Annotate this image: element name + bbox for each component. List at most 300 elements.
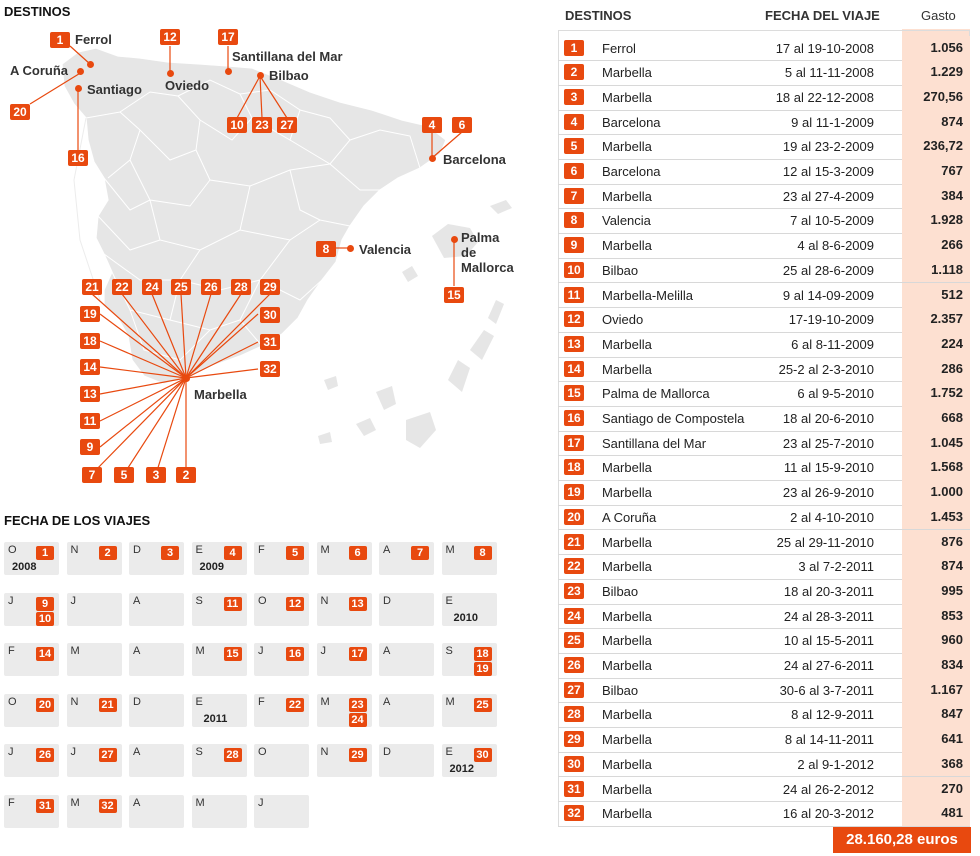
calendar-cell (67, 593, 122, 626)
calendar-badge: 18 (474, 647, 492, 661)
pin-santiago (75, 85, 82, 92)
row-expense: 1.118 (902, 258, 970, 283)
pin-marbella (183, 375, 190, 382)
map-badge: 6 (452, 117, 472, 133)
row-destination: Marbella (602, 658, 652, 673)
calendar-cell (442, 542, 497, 575)
map-badge: 5 (114, 467, 134, 483)
row-date: 24 al 26-2-2012 (782, 781, 874, 797)
row-destination: Marbella (602, 361, 652, 377)
table-row (558, 307, 970, 333)
row-expense: 368 (902, 752, 970, 777)
calendar-badge: 21 (99, 698, 117, 712)
month-letter: J (8, 746, 14, 758)
label-bilbao: Bilbao (269, 68, 309, 83)
month-letter: A (133, 645, 141, 657)
table-row (558, 159, 970, 185)
header-fecha: FECHA DEL VIAJE (765, 8, 880, 23)
month-letter: O (8, 695, 17, 708)
header-gasto: Gasto (921, 8, 956, 23)
month-letter: A (383, 544, 391, 556)
calendar-cell (67, 795, 122, 828)
calendar-badge: 19 (474, 662, 492, 676)
pin-oviedo (167, 70, 174, 77)
row-destination: Marbella (602, 188, 652, 204)
calendar-badge: 12 (286, 597, 304, 611)
calendar-badge: 3 (161, 546, 179, 560)
label-palma-3: Mallorca (461, 260, 514, 275)
table-row (558, 406, 970, 432)
calendar-cell (254, 542, 309, 575)
calendar-title: FECHA DE LOS VIAJES (4, 513, 151, 528)
calendar-cell (192, 593, 247, 626)
canary-islands (318, 300, 504, 448)
row-destination: Marbella (602, 238, 652, 254)
map-badge: 32 (260, 361, 280, 377)
row-expense: 1.568 (902, 455, 970, 480)
row-destination: Marbella (602, 534, 652, 550)
calendar-cell (317, 593, 372, 626)
calendar-badge: 4 (224, 546, 242, 560)
month-letter: F (258, 695, 265, 708)
map-badge: 22 (112, 279, 132, 295)
row-date: 6 al 8-11-2009 (791, 336, 874, 352)
row-expense: 874 (902, 110, 970, 135)
row-date: 24 al 28-3-2011 (783, 608, 874, 624)
month-letter: E (445, 746, 453, 758)
row-destination: A Coruña (602, 509, 657, 525)
row-expense: 767 (902, 159, 970, 184)
month-letter: J (70, 594, 76, 607)
row-number-badge: 21 (564, 534, 584, 550)
table-row (558, 134, 970, 160)
calendar-cell (4, 542, 59, 575)
peninsula-shape (62, 48, 446, 384)
row-destination: Barcelona (602, 164, 661, 179)
label-palma-2: de (461, 245, 477, 260)
row-number-badge: 15 (564, 385, 584, 401)
row-date: 23 al 27-4-2009 (782, 188, 874, 204)
calendar-cell (4, 643, 59, 676)
row-date: 2 al 9-1-2012 (797, 756, 874, 772)
label-marbella: Marbella (194, 387, 247, 402)
row-expense: 512 (902, 283, 970, 308)
row-date: 25 al 28-6-2009 (782, 262, 874, 278)
row-date: 8 al 14-11-2011 (784, 732, 874, 748)
table-row (558, 801, 970, 827)
map-badge: 18 (80, 333, 100, 349)
map-badge: 26 (201, 279, 221, 295)
calendar-badge: 17 (349, 647, 367, 661)
row-date: 23 al 26-9-2010 (782, 485, 874, 501)
row-date: 16 al 20-3-2012 (782, 806, 874, 822)
calendar-cell (192, 744, 247, 777)
pin-coruna (77, 68, 84, 75)
calendar-cell (254, 593, 309, 626)
map-badge: 27 (277, 117, 297, 133)
month-letter: N (320, 594, 329, 607)
calendar-cell (442, 643, 497, 676)
row-date: 25-2 al 2-3-2010 (778, 361, 874, 377)
month-letter: M (445, 695, 455, 708)
label-santiago: Santiago (87, 82, 142, 97)
row-expense: 834 (902, 653, 970, 678)
table-row (558, 60, 970, 86)
calendar-cell (254, 694, 309, 727)
row-date: 8 al 12-9-2011 (791, 707, 874, 723)
row-date: 4 al 8-6-2009 (797, 238, 874, 254)
calendar-badge: 16 (286, 647, 304, 661)
month-letter: E (195, 695, 203, 708)
month-letter: N (70, 695, 79, 708)
row-expense: 1.752 (902, 381, 970, 406)
map-badge: 11 (80, 413, 100, 429)
row-destination: Barcelona (602, 114, 661, 130)
table-row (558, 332, 970, 358)
table-row (558, 36, 970, 62)
map-badge: 24 (142, 279, 162, 295)
row-number-badge: 3 (564, 89, 584, 105)
calendar-badge: 29 (349, 748, 367, 762)
calendar-badge: 27 (99, 748, 117, 762)
map-badge: 16 (68, 150, 88, 166)
row-destination: Marbella (602, 460, 652, 476)
table-row (558, 283, 970, 309)
calendar-badge: 10 (36, 612, 54, 626)
table-row (558, 455, 970, 481)
calendar-badge: 11 (224, 597, 242, 611)
row-number-badge: 24 (564, 608, 584, 624)
row-number-badge: 10 (564, 262, 584, 278)
row-destination: Marbella (602, 485, 652, 501)
row-expense: 270,56 (902, 85, 970, 110)
calendar-cell (4, 744, 59, 777)
row-number-badge: 1 (564, 40, 584, 56)
row-expense: 1.056 (902, 36, 970, 61)
row-number-badge: 16 (564, 410, 584, 426)
row-number-badge: 19 (564, 484, 584, 500)
month-letter: E (195, 544, 203, 556)
row-destination: Oviedo (602, 312, 644, 328)
month-letter: A (133, 746, 141, 758)
map-title: DESTINOS (4, 4, 71, 19)
calendar-badge: 2 (99, 546, 117, 560)
month-letter: J (320, 645, 326, 657)
label-valencia: Valencia (359, 242, 412, 257)
pin-bilbao (257, 72, 264, 79)
month-letter: S (445, 645, 453, 657)
calendar-cell (129, 593, 184, 626)
row-destination: Ferrol (602, 40, 636, 56)
row-date: 25 al 29-11-2010 (776, 534, 874, 550)
row-destination: Santillana del Mar (602, 435, 707, 451)
table-row (558, 752, 970, 778)
map-badge: 28 (231, 279, 251, 295)
calendar-badge: 30 (474, 748, 492, 762)
calendar-cell (379, 744, 434, 777)
row-destination: Bilbao (602, 583, 639, 599)
month-letter: O (8, 544, 17, 556)
row-date: 12 al 15-3-2009 (782, 164, 874, 179)
label-palma-1: Palma (461, 230, 500, 245)
row-expense: 270 (902, 777, 970, 802)
calendar-cell (67, 694, 122, 727)
year-label: 2008 (12, 561, 37, 573)
calendar-cell (379, 643, 434, 676)
row-expense: 1.453 (902, 505, 970, 530)
calendar-cell (4, 694, 59, 727)
calendar-cell (379, 593, 434, 626)
month-letter: A (133, 594, 141, 607)
row-number-badge: 32 (564, 805, 584, 821)
month-letter: J (258, 645, 264, 657)
pin-ferrol (87, 61, 94, 68)
table-row (558, 777, 970, 803)
calendar-badge: 26 (36, 748, 54, 762)
table-row (558, 505, 970, 531)
month-letter: A (133, 796, 141, 809)
month-letter: M (195, 796, 205, 809)
map-badge: 14 (80, 359, 100, 375)
calendar-badge: 13 (349, 597, 367, 611)
map-badge: 30 (260, 307, 280, 323)
month-letter: A (383, 695, 391, 708)
row-expense: 668 (902, 406, 970, 431)
calendar-badge: 14 (36, 647, 54, 661)
calendar-badge: 22 (286, 698, 304, 712)
label-coruna: A Coruña (10, 63, 69, 78)
calendar-cell (379, 694, 434, 727)
row-date: 18 al 20-6-2010 (782, 411, 874, 426)
calendar-cell (129, 694, 184, 727)
map-badge: 29 (260, 279, 280, 295)
calendar-cell (254, 643, 309, 676)
month-letter: F (8, 645, 15, 657)
map-badge: 1 (50, 32, 70, 48)
map-badge: 21 (82, 279, 102, 295)
row-number-badge: 7 (564, 188, 584, 204)
calendar-badge: 20 (36, 698, 54, 712)
row-number-badge: 11 (564, 287, 584, 303)
month-letter: F (8, 796, 15, 809)
table-row (558, 85, 970, 111)
row-expense: 874 (902, 554, 970, 579)
header-destinos: DESTINOS (565, 8, 632, 23)
row-expense: 236,72 (902, 134, 970, 159)
calendar-badge: 23 (349, 698, 367, 712)
row-destination: Marbella (602, 559, 652, 575)
row-number-badge: 29 (564, 731, 584, 747)
calendar-badge: 31 (36, 799, 54, 813)
ibiza-shape (402, 266, 418, 282)
table-row (558, 554, 970, 580)
row-expense: 1.000 (902, 480, 970, 505)
calendar-cell (254, 744, 309, 777)
row-destination: Marbella (602, 756, 652, 772)
row-number-badge: 6 (564, 163, 584, 179)
map-badge: 23 (252, 117, 272, 133)
month-letter: D (133, 544, 141, 556)
month-letter: S (195, 746, 203, 758)
calendar-cell (192, 694, 247, 727)
row-number-badge: 4 (564, 114, 584, 130)
row-expense: 1.167 (902, 678, 970, 703)
label-oviedo: Oviedo (165, 78, 210, 93)
calendar-badge: 25 (474, 698, 492, 712)
calendar-cell (4, 593, 59, 626)
map-badge: 9 (80, 439, 100, 455)
row-expense: 995 (902, 579, 970, 604)
row-expense: 384 (902, 184, 970, 209)
month-letter: M (445, 544, 455, 556)
label-santillana: Santillana del Mar (232, 49, 343, 64)
map-badge: 25 (171, 279, 191, 295)
table-row (558, 184, 970, 210)
year-label: 2011 (203, 712, 228, 725)
calendar-badge: 28 (224, 748, 242, 762)
row-destination: Marbella (602, 336, 652, 352)
year-label: 2009 (199, 561, 224, 573)
label-ferrol: Ferrol (75, 32, 112, 47)
calendar-cell (192, 643, 247, 676)
month-letter: M (70, 645, 80, 657)
calendar-cell (317, 542, 372, 575)
row-date: 5 al 11-11-2008 (784, 65, 874, 81)
row-expense: 1.229 (902, 60, 970, 85)
row-expense: 641 (902, 727, 970, 752)
table-row (558, 208, 970, 234)
row-date: 19 al 23-2-2009 (782, 139, 874, 155)
month-letter: J (258, 796, 264, 809)
pin-barcelona (429, 155, 436, 162)
calendar-cell (442, 744, 497, 777)
calendar-cell (67, 542, 122, 575)
row-number-badge: 14 (564, 361, 584, 377)
table-row (558, 480, 970, 506)
table-row (558, 357, 970, 383)
row-destination: Valencia (602, 213, 651, 229)
row-destination: Marbella (602, 139, 652, 155)
row-expense: 2.357 (902, 307, 970, 332)
row-date: 30-6 al 3-7-2011 (779, 682, 874, 698)
row-number-badge: 25 (564, 632, 584, 648)
row-expense: 266 (902, 233, 970, 258)
calendar-badge: 1 (36, 546, 54, 560)
map-badge: 3 (146, 467, 166, 483)
calendar-cell (442, 694, 497, 727)
table-row (558, 431, 970, 457)
row-date: 9 al 11-1-2009 (791, 114, 874, 130)
row-destination: Marbella (602, 707, 652, 723)
map-badge: 13 (80, 386, 100, 402)
calendar-badge: 24 (349, 713, 367, 727)
map-badge: 19 (80, 306, 100, 322)
calendar-cell (4, 795, 59, 828)
calendar-cell (379, 542, 434, 575)
row-expense: 1.045 (902, 431, 970, 456)
table-row (558, 727, 970, 753)
row-destination: Marbella (602, 65, 652, 81)
row-number-badge: 12 (564, 311, 584, 327)
table-row (558, 381, 970, 407)
calendar-cell (317, 694, 372, 727)
map-badge: 8 (316, 241, 336, 257)
calendar-cell (192, 795, 247, 828)
row-number-badge: 27 (564, 682, 584, 698)
row-number-badge: 23 (564, 583, 584, 599)
row-destination: Marbella (602, 781, 652, 797)
row-destination: Palma de Mallorca (602, 386, 710, 402)
month-letter: J (70, 746, 76, 758)
row-number-badge: 2 (564, 64, 584, 80)
calendar-cell (129, 744, 184, 777)
row-number-badge: 22 (564, 558, 584, 574)
month-letter: M (70, 796, 80, 809)
table-row (558, 678, 970, 704)
calendar-cell (67, 744, 122, 777)
row-number-badge: 26 (564, 657, 584, 673)
calendar-badge: 7 (411, 546, 429, 560)
pin-palma (451, 236, 458, 243)
month-letter: N (70, 544, 79, 556)
row-number-badge: 13 (564, 336, 584, 352)
row-expense: 847 (902, 702, 970, 727)
calendar-badge: 15 (224, 647, 242, 661)
row-number-badge: 20 (564, 509, 584, 525)
year-label: 2012 (449, 763, 474, 775)
row-expense: 876 (902, 530, 970, 555)
row-destination: Marbella (602, 633, 652, 649)
row-date: 2 al 4-10-2010 (790, 509, 874, 525)
row-date: 11 al 15-9-2010 (783, 460, 874, 476)
calendar-badge: 8 (474, 546, 492, 560)
month-letter: E (445, 594, 453, 607)
row-number-badge: 8 (564, 212, 584, 228)
month-letter: J (8, 594, 14, 607)
map-badge: 31 (260, 334, 280, 350)
row-number-badge: 31 (564, 781, 584, 797)
calendar-badge: 32 (99, 799, 117, 813)
calendar-cell (317, 643, 372, 676)
row-date: 3 al 7-2-2011 (798, 559, 874, 575)
total-badge: 28.160,28 euros (833, 827, 971, 853)
row-number-badge: 9 (564, 237, 584, 253)
row-expense: 960 (902, 628, 970, 653)
row-date: 6 al 9-5-2010 (797, 386, 874, 402)
map-badge: 20 (10, 104, 30, 120)
row-destination: Marbella (602, 806, 652, 822)
row-date: 18 al 20-3-2011 (783, 583, 874, 599)
table-row (558, 258, 970, 284)
row-date: 7 al 10-5-2009 (790, 213, 874, 229)
table-row (558, 702, 970, 728)
row-destination: Marbella (602, 89, 652, 105)
row-number-badge: 17 (564, 435, 584, 451)
calendar-badge: 5 (286, 546, 304, 560)
row-number-badge: 30 (564, 756, 584, 772)
table-row (558, 110, 970, 136)
year-label: 2010 (453, 611, 478, 624)
row-destination: Marbella-Melilla (602, 287, 694, 303)
month-letter: M (320, 544, 330, 556)
calendar-cell (129, 643, 184, 676)
month-letter: N (320, 746, 329, 758)
calendar-cell (129, 542, 184, 575)
map-badge: 2 (176, 467, 196, 483)
table-row (558, 653, 970, 679)
row-expense: 481 (902, 801, 970, 826)
row-date: 24 al 27-6-2011 (783, 658, 874, 673)
